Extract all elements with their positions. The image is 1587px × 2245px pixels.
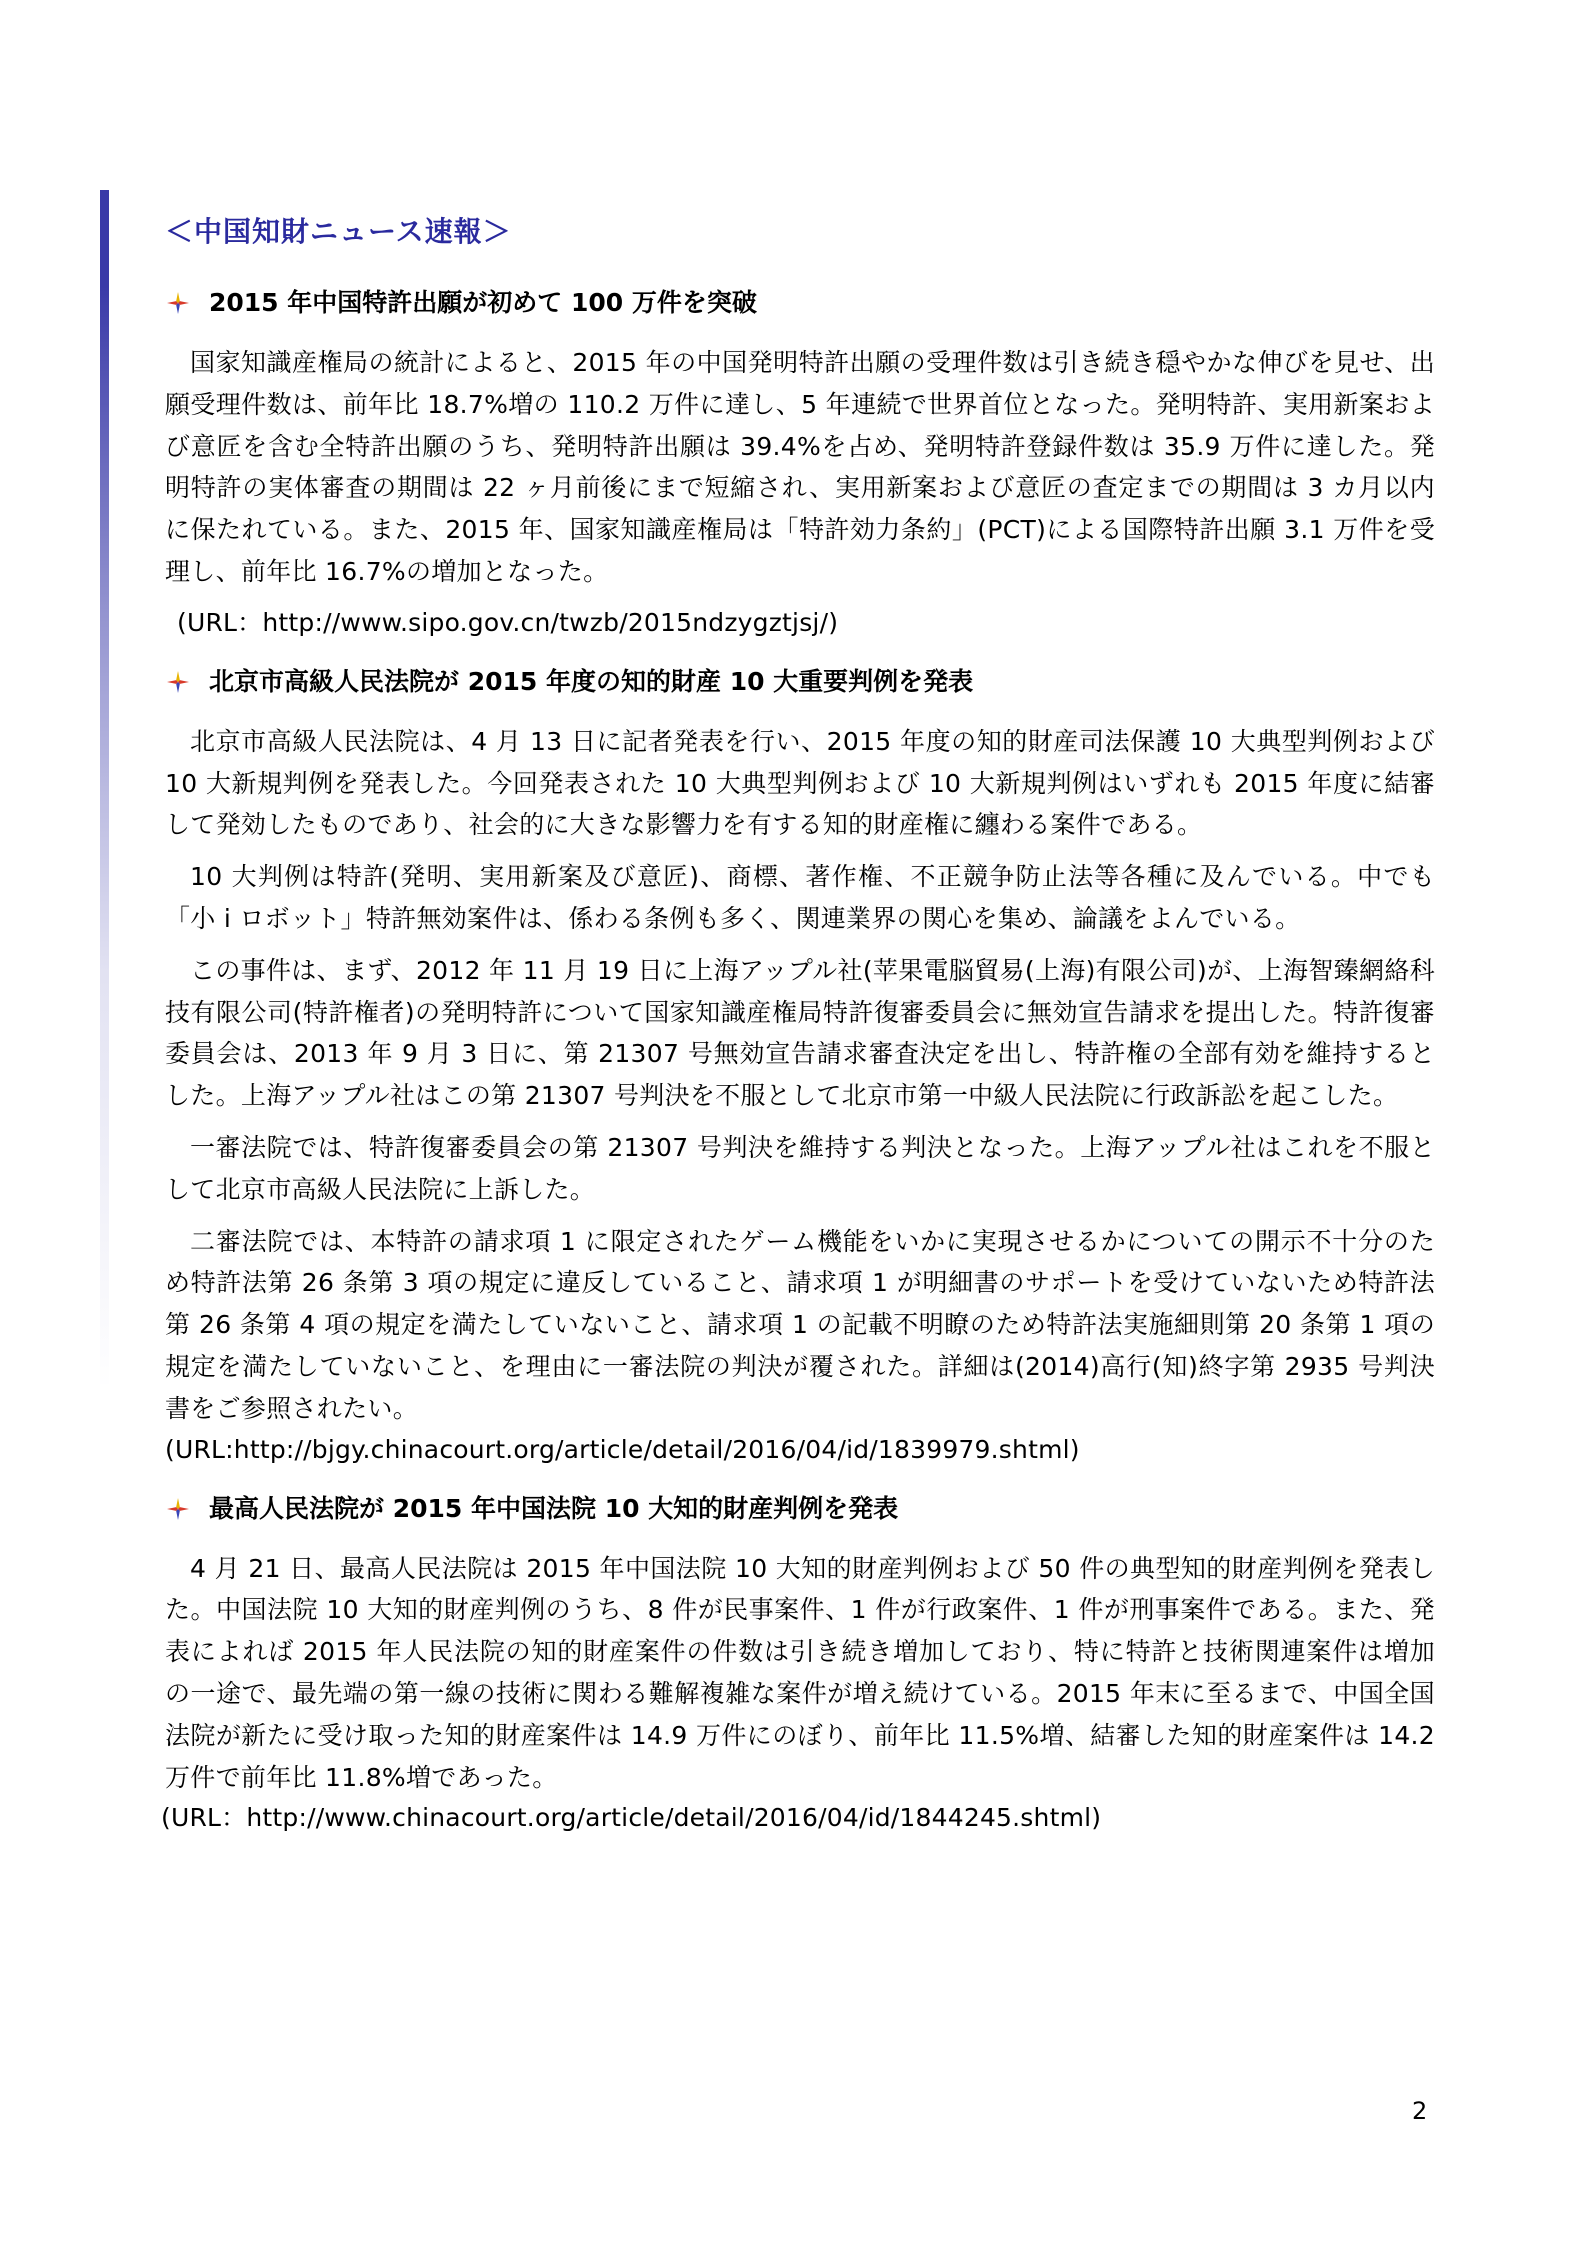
four-point-star-icon — [167, 1498, 189, 1520]
page-number: 2 — [1412, 2097, 1428, 2125]
article-2-paragraph-2: 10 大判例は特許(発明、実用新案及び意匠)、商標、著作権、不正競争防止法等各種に及んでいる。中でも「小 i ロボット」特許無効案件は、係わる条例も多く、関連業界の関心を集め、論議をよんでいる。 — [165, 862, 1435, 933]
side-accent-bar — [100, 190, 109, 1390]
article-1 — [165, 286, 1435, 643]
page-content — [161, 210, 1435, 1860]
article-1-paragraph-1: 国家知識産権局の統計によると、2015 年の中国発明特許出願の受理件数は引き続き穏やかな伸びを見せ、出願受理件数は、前年比 18.7%増の 110.2 万件に達し、5 年連続で世界首位となった。発明特許、実用新案および意匠を含む全特許出願のうち、発明特許出願は 39.4%を占め、発明特許登録件数は 35.9 万件に達した。発明特許の実体審査の期間は 22 ヶ月前後にまで短縮され、実用新案および意匠の査定までの期間は 3 カ月以内に保たれている。また、2015 年、国家知識産権局は「特許効力条約」(PCT)による国際特許出願 3.1 万件を受理し、前年比 16.7%の増加となった。 — [165, 348, 1435, 586]
four-point-star-icon — [167, 292, 189, 314]
article-3-heading-text: 最高人民法院が 2015 年中国法院 10 大知的財産判例を発表 — [209, 1493, 899, 1523]
article-2 — [165, 665, 1435, 1470]
section-title: ＜中国知財ニュース速報＞ — [165, 215, 512, 248]
article-2-paragraph-4: 一審法院では、特許復審委員会の第 21307 号判決を維持する判決となった。上海アップル社はこれを不服として北京市高級人民法院に上訴した。 — [165, 1132, 1435, 1204]
article-1-heading-text: 2015 年中国特許出願が初めて 100 万件を突破 — [209, 288, 757, 317]
article-2-heading-text: 北京市高級人民法院が 2015 年度の知的財産 10 大重要判例を発表 — [209, 666, 974, 696]
article-1-heading — [165, 286, 1435, 320]
article-3-heading — [165, 1492, 1435, 1526]
article-1-url[interactable]: (URL：http://www.sipo.gov.cn/twzb/2015ndzygztjsj/) — [177, 607, 839, 637]
article-3-url[interactable]: (URL：http://www.chinacourt.org/article/detail/2016/04/id/1844245.shtml) — [161, 1803, 1102, 1833]
article-2-paragraph-3: この事件は、まず、2012 年 11 月 19 日に上海アップル社(苹果電脳貿易(上海)有限公司)が、上海智臻網絡科技有限公司(特許権者)の発明特許について国家知識産権局特許復審委員会に無効宣告請求を提出した。特許復審委員会は、2013 年 9 月 3 日に、第 21307 号無効宣告請求審査決定を出し、特許権の全部有効を維持するとした。上海アップル社はこの第 21307 号判決を不服として北京市第一中級人民法院に行政訴訟を起こした。 — [165, 955, 1435, 1111]
four-point-star-icon — [167, 671, 189, 693]
article-2-url[interactable]: (URL:http://bjgy.chinacourt.org/article/detail/2016/04/id/1839979.shtml) — [165, 1434, 1080, 1464]
article-3 — [161, 1492, 1435, 1839]
article-2-paragraph-1: 北京市高級人民法院は、4 月 13 日に記者発表を行い、2015 年度の知的財産司法保護 10 大典型判例および 10 大新規判例を発表した。今回発表された 10 大典型判例および 10 大新規判例はいずれも 2015 年度に結審して発効したものであり、社会的に大きな影響力を有する知的財産権に纏わる案件である。 — [165, 726, 1435, 840]
article-3-paragraph-1: 4 月 21 日、最高人民法院は 2015 年中国法院 10 大知的財産判例および 50 件の典型知的財産判例を発表した。中国法院 10 大知的財産判例のうち、8 件が民事案件、1 件が行政案件、1 件が刑事案件である。また、発表によれば 2015 年人民法院の知的財産案件の件数は引き続き増加しており、特に特許と技術関連案件は増加の一途で、最先端の第一線の技術に関わる難解複雑な案件が増え続けている。2015 年末に至るまで、中国全国法院が新たに受け取った知的財産案件は 14.9 万件にのぼり、前年比 11.5%増、結審した知的財産案件は 14.2 万件で前年比 11.8%増であった。 — [165, 1553, 1435, 1792]
article-2-heading — [165, 665, 1435, 699]
article-2-paragraph-5: 二審法院では、本特許の請求項 1 に限定されたゲーム機能をいかに実現させるかについての開示不十分のため特許法第 26 条第 3 項の規定に違反していること、請求項 1 が明細書のサポートを受けていないため特許法第 26 条第 4 項の規定を満たしていないこと、請求項 1 の記載不明瞭のため特許法実施細則第 20 条第 1 項の規定を満たしていないこと、を理由に一審法院の判決が覆された。詳細は(2014)高行(知)終字第 2935 号判決書をご参照されたい。 — [165, 1226, 1435, 1423]
